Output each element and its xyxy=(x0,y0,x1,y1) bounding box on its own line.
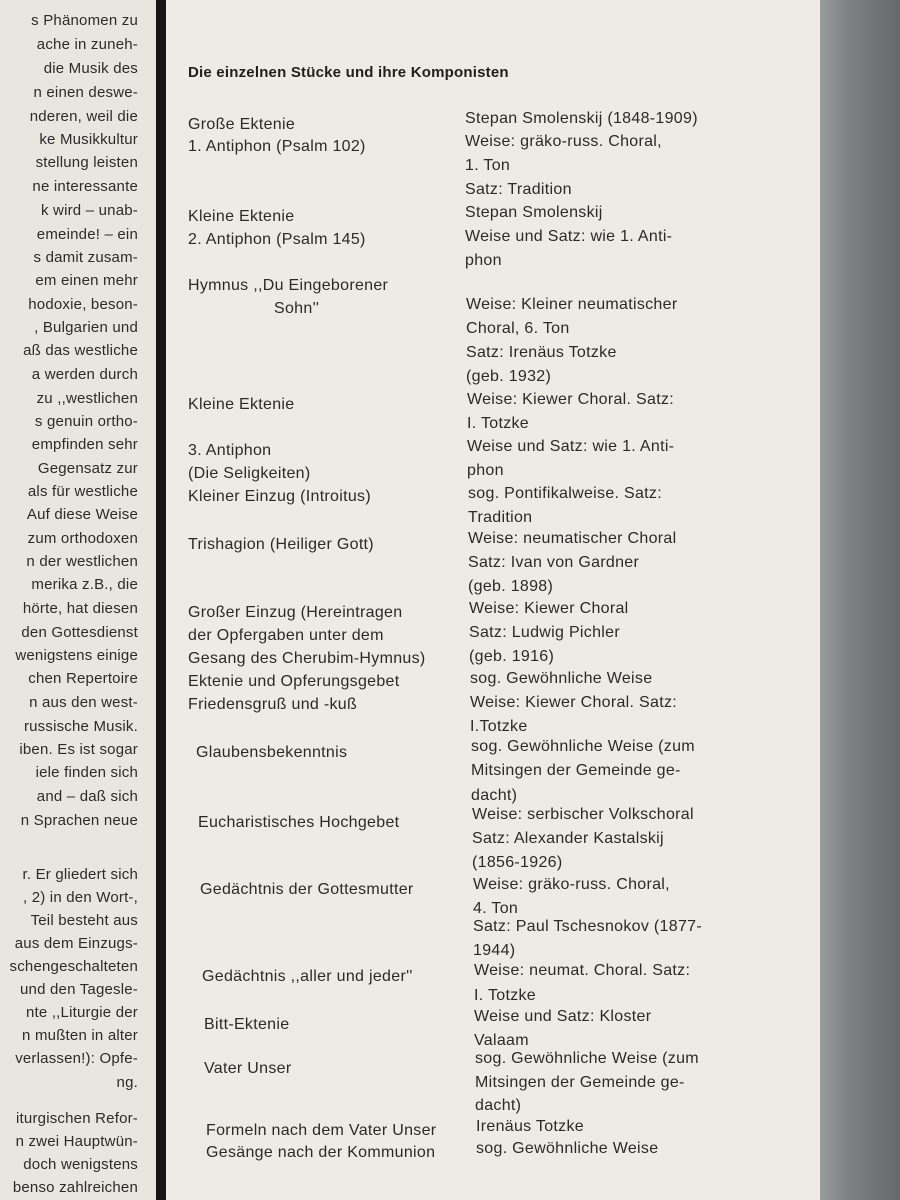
left-text-line: doch wenigstens xyxy=(23,1156,138,1173)
composer-line: dacht) xyxy=(475,1097,522,1114)
piece-title: Gesänge nach der Kommunion xyxy=(206,1144,436,1161)
left-text-line: die Musik des xyxy=(43,60,138,77)
left-text-line: em einen mehr xyxy=(35,272,138,289)
composer-line: I.Totzke xyxy=(470,718,528,735)
piece-title: 3. Antiphon xyxy=(188,442,272,459)
piece-title: Gedächtnis ,,aller und jeder'' xyxy=(202,968,413,985)
composer-line: Irenäus Totzke xyxy=(476,1118,584,1135)
left-text-line: aß das westliche xyxy=(23,342,138,359)
left-text-line: verlassen!): Opfe- xyxy=(15,1050,138,1067)
right-page xyxy=(166,0,820,1200)
left-text-line: empfinden sehr xyxy=(31,436,138,453)
composer-line: Choral, 6. Ton xyxy=(466,320,570,337)
composer-line: Valaam xyxy=(474,1032,529,1049)
left-text-line: zu ,,westlichen xyxy=(36,390,138,407)
left-text-line: zum orthodoxen xyxy=(27,530,138,547)
left-text-line: und den Tagesle- xyxy=(19,981,138,998)
left-text-line: s genuin ortho- xyxy=(34,413,138,430)
left-text-line: s damit zusam- xyxy=(33,249,138,266)
piece-title: Trishagion (Heiliger Gott) xyxy=(188,536,374,553)
composer-line: sog. Gewöhnliche Weise xyxy=(476,1140,659,1157)
piece-title: 1. Antiphon (Psalm 102) xyxy=(188,138,366,155)
composer-line: dacht) xyxy=(471,787,518,804)
left-text-line: den Gottesdienst xyxy=(21,624,138,641)
composer-line: sog. Pontifikalweise. Satz: xyxy=(468,485,662,502)
left-text-line: n einen deswe- xyxy=(33,84,138,101)
left-text-line: ke Musikkultur xyxy=(39,131,138,148)
composer-line: Weise: Kiewer Choral. Satz: xyxy=(467,391,674,408)
piece-title: (Die Seligkeiten) xyxy=(188,465,311,482)
piece-title: Gesang des Cherubim-Hymnus) xyxy=(188,650,426,667)
piece-title: Vater Unser xyxy=(204,1060,292,1077)
left-text-line: ne interessante xyxy=(32,178,138,195)
left-text-line: , Bulgarien und xyxy=(34,319,138,336)
left-text-line: , 2) in den Wort-, xyxy=(22,889,138,906)
piece-title: Bitt-Ektenie xyxy=(204,1016,290,1033)
left-text-line: n der westlichen xyxy=(26,553,138,570)
composer-line: I. Totzke xyxy=(467,415,529,432)
left-text-line: Auf diese Weise xyxy=(26,506,138,523)
left-text-line: hodoxie, beson- xyxy=(28,296,138,313)
piece-title: Kleiner Einzug (Introitus) xyxy=(188,488,371,505)
composer-line: Weise: neumat. Choral. Satz: xyxy=(474,962,691,979)
left-text-line: merika z.B., die xyxy=(31,576,138,593)
left-text-line: aus dem Einzugs- xyxy=(14,935,138,952)
left-text-line: wenigstens einige xyxy=(15,647,138,664)
composer-line: Stepan Smolenskij xyxy=(465,204,603,221)
piece-title: 2. Antiphon (Psalm 145) xyxy=(188,231,366,248)
piece-title: Formeln nach dem Vater Unser xyxy=(206,1122,437,1139)
composer-line: Weise: gräko-russ. Choral, xyxy=(465,133,662,150)
piece-title: Eucharistisches Hochgebet xyxy=(198,814,400,831)
page-edge-shadow xyxy=(820,0,900,1200)
piece-title: der Opfergaben unter dem xyxy=(188,627,384,644)
composer-line: sog. Gewöhnliche Weise (zum xyxy=(475,1050,699,1067)
piece-title: Gedächtnis der Gottesmutter xyxy=(200,881,414,898)
composer-line: Weise und Satz: Kloster xyxy=(474,1008,652,1025)
left-text-line: nte ,,Liturgie der xyxy=(26,1004,138,1021)
composer-line: 1. Ton xyxy=(465,157,511,174)
left-text-line: n Sprachen neue xyxy=(20,812,138,829)
piece-title: Glaubensbekenntnis xyxy=(196,744,348,761)
composer-line: sog. Gewöhnliche Weise (zum xyxy=(471,738,695,755)
piece-title: Friedensgruß und -kuß xyxy=(188,696,358,713)
left-text-line: russische Musik. xyxy=(23,718,138,735)
composer-line: Tradition xyxy=(468,509,533,526)
composer-line: phon xyxy=(467,462,504,479)
left-text-line: nderen, weil die xyxy=(29,108,138,125)
composer-line: Weise: neumatischer Choral xyxy=(468,530,677,547)
left-text-line: Teil besteht aus xyxy=(30,912,138,929)
composer-line: Mitsingen der Gemeinde ge- xyxy=(471,762,681,779)
composer-line: Stepan Smolenskij (1848-1909) xyxy=(465,110,698,127)
composer-line: 4. Ton xyxy=(473,900,519,917)
composer-line: sog. Gewöhnliche Weise xyxy=(470,670,653,687)
left-text-line: stellung leisten xyxy=(35,154,138,171)
left-text-line: n zwei Hauptwün- xyxy=(15,1133,138,1150)
left-text-line: schengeschalteten xyxy=(9,958,138,975)
left-text-line: ng. xyxy=(116,1074,138,1091)
piece-title: Hymnus ,,Du Eingeborener xyxy=(188,277,389,294)
left-text-line: hörte, hat diesen xyxy=(22,600,138,617)
left-text-line: n mußten in alter xyxy=(22,1027,138,1044)
composer-line: Satz: Tradition xyxy=(465,181,572,198)
left-text-line: a werden durch xyxy=(31,366,138,383)
composer-line: Satz: Ivan von Gardner xyxy=(468,554,640,571)
composer-line: (geb. 1898) xyxy=(468,578,554,595)
composer-line: Satz: Paul Tschesnokov (1877- xyxy=(473,918,702,935)
composer-line: I. Totzke xyxy=(474,987,536,1004)
composer-line: Satz: Irenäus Totzke xyxy=(466,344,617,361)
composer-line: Weise: serbischer Volkschoral xyxy=(472,806,694,823)
composer-line: Weise: Kleiner neumatischer xyxy=(466,296,678,313)
left-text-line: iturgischen Refor- xyxy=(16,1110,138,1127)
composer-line: Weise und Satz: wie 1. Anti- xyxy=(465,228,673,245)
composer-line: (geb. 1916) xyxy=(469,648,555,665)
left-text-line: iben. Es ist sogar xyxy=(19,741,138,758)
composer-line: (1856-1926) xyxy=(472,854,563,871)
composer-line: Weise: Kiewer Choral xyxy=(469,600,629,617)
composer-line: Weise: gräko-russ. Choral, xyxy=(473,876,670,893)
piece-title: Ektenie und Opferungsgebet xyxy=(188,673,400,690)
composer-line: Weise und Satz: wie 1. Anti- xyxy=(467,438,675,455)
left-text-line: als für westliche xyxy=(27,483,138,500)
left-text-line: chen Repertoire xyxy=(28,670,138,687)
composer-line: (geb. 1932) xyxy=(466,368,552,385)
left-text-line: and – daß sich xyxy=(36,788,138,805)
left-text-line: benso zahlreichen xyxy=(12,1179,138,1196)
piece-title: Kleine Ektenie xyxy=(188,396,295,413)
composer-line: Weise: Kiewer Choral. Satz: xyxy=(470,694,677,711)
left-text-line: k wird – unab- xyxy=(40,202,138,219)
left-text-line: Gegensatz zur xyxy=(37,460,138,477)
composer-line: Satz: Alexander Kastalskij xyxy=(472,830,664,847)
book-spine xyxy=(156,0,166,1200)
left-text-line: s Phänomen zu xyxy=(31,12,138,29)
composer-line: Mitsingen der Gemeinde ge- xyxy=(475,1074,685,1091)
piece-title: Großer Einzug (Hereintragen xyxy=(188,604,403,621)
section-heading: Die einzelnen Stücke und ihre Komponisten xyxy=(188,64,509,81)
left-page xyxy=(0,0,158,1200)
piece-title: Kleine Ektenie xyxy=(188,208,295,225)
composer-line: phon xyxy=(465,252,502,269)
left-text-line: ache in zuneh- xyxy=(36,36,138,53)
composer-line: 1944) xyxy=(473,942,516,959)
left-text-line: emeinde! – ein xyxy=(36,226,138,243)
piece-title: Sohn'' xyxy=(274,300,320,317)
left-text-line: n aus den west- xyxy=(29,694,138,711)
left-text-line: r. Er gliedert sich xyxy=(22,866,138,883)
composer-line: Satz: Ludwig Pichler xyxy=(469,624,620,641)
left-text-line: iele finden sich xyxy=(35,764,138,781)
piece-title: Große Ektenie xyxy=(188,116,296,133)
